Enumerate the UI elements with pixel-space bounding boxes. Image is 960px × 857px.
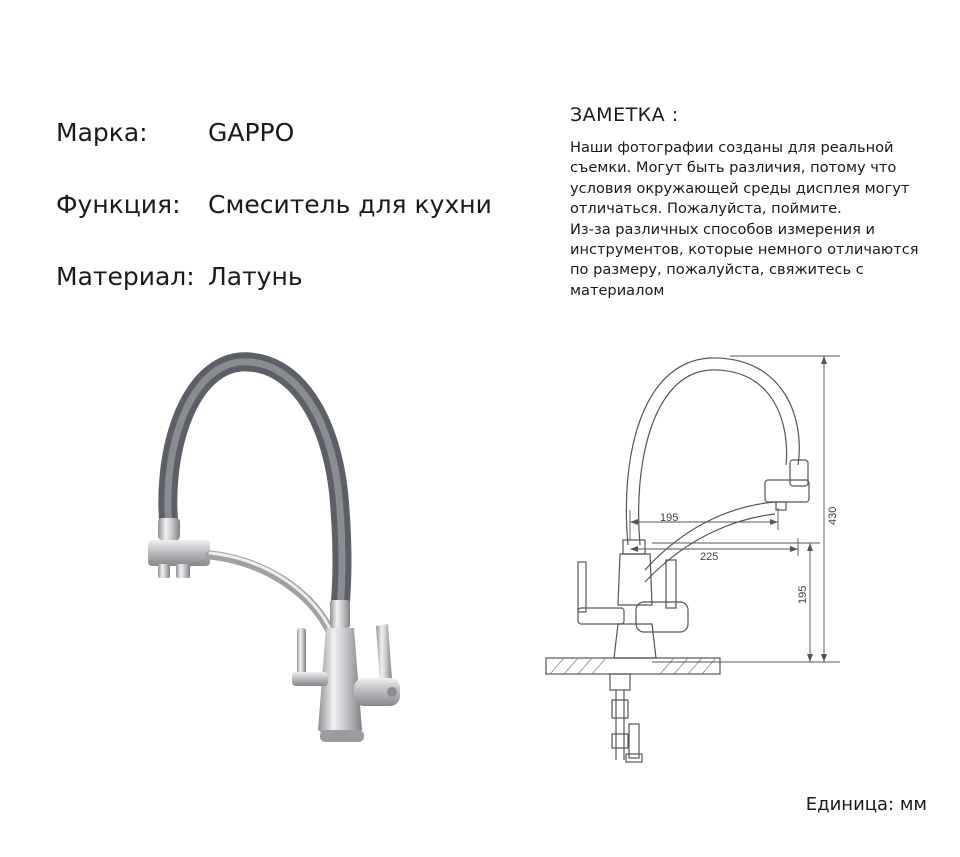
note-line: материалом	[570, 281, 665, 299]
lever-handle	[376, 624, 392, 682]
note-line: Наши фотографии созданы для реальной	[570, 139, 894, 156]
unit-label: Единица: мм	[805, 794, 927, 815]
function-value: Смеситель для кухни	[208, 190, 492, 219]
faucet-photo	[130, 350, 430, 750]
spray-head	[148, 540, 210, 566]
dim-reach-hose: 225	[700, 551, 719, 563]
material-label: Материал:	[56, 262, 195, 291]
note-title: ЗАМЕТКА :	[570, 104, 679, 126]
note-line: условия окружающей среды дисплея могут	[570, 179, 910, 197]
spout	[210, 555, 335, 642]
note-body	[570, 138, 940, 301]
note-line: инструментов, которые немного отличаются	[570, 241, 919, 259]
material-value: Латунь	[208, 262, 303, 291]
note-line: съемки. Могут быть различия, потому что	[570, 159, 897, 177]
dim-reach-spout: 195	[660, 512, 679, 524]
note-line: Из-за различных способов измерения и	[570, 220, 876, 238]
dim-total-height: 430	[827, 506, 839, 525]
brand-value: GAPPO	[208, 118, 295, 147]
note-line: отличаться. Пожалуйста, поймите.	[570, 200, 842, 218]
function-label: Функция:	[56, 190, 181, 219]
brand-label: Марка:	[56, 118, 148, 147]
note-line: по размеру, пожалуйста, свяжитесь с	[570, 261, 864, 279]
dim-spout-height: 195	[797, 585, 809, 604]
technical-drawing	[540, 340, 860, 770]
